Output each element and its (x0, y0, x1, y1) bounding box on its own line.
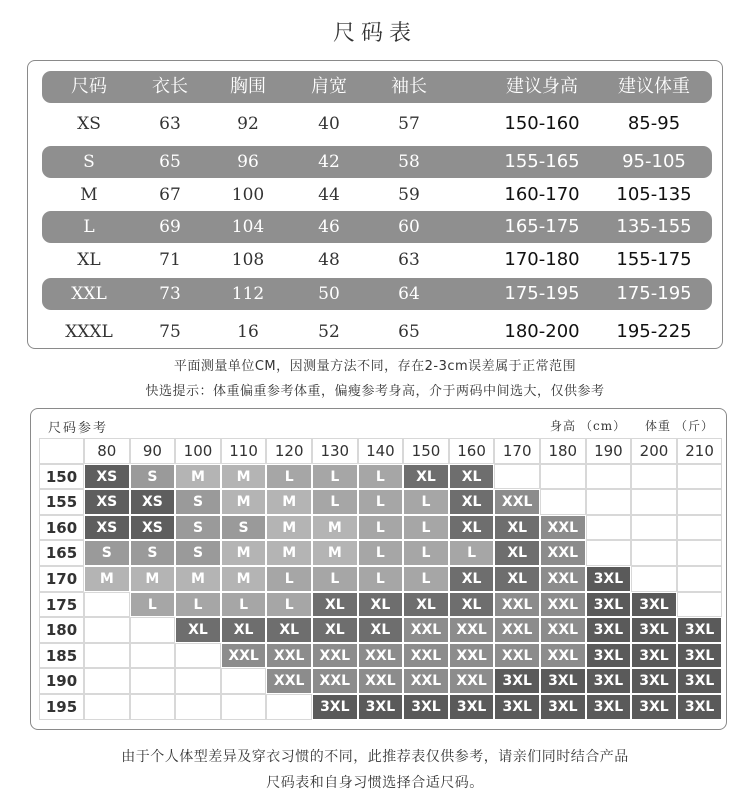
size-recommendation-cell: XXL (358, 668, 404, 694)
size-table-cell: 69 (159, 217, 181, 237)
size-table-cell: 100 (231, 185, 265, 205)
footer-line-1: 由于个人体型差异及穿衣习惯的不同，此推荐表仅供参考，请亲们同时结合产品 (121, 749, 629, 765)
size-table-cell: 58 (398, 152, 420, 172)
height-header-cell: 150 (39, 464, 84, 490)
size-recommendation-cell: 3XL (586, 668, 632, 694)
size-recommendation-cell: L (130, 592, 176, 618)
size-table-cell: 175-195 (504, 283, 580, 304)
size-table-cell: 65 (398, 322, 420, 342)
empty-grid-cell (175, 694, 221, 720)
size-table-cell: L (83, 217, 95, 237)
weight-header-cell: 110 (221, 438, 267, 464)
size-recommendation-cell: XL (449, 566, 495, 592)
size-table-cell: XXXL (65, 322, 113, 342)
size-recommendation-cell: 3XL (631, 617, 677, 643)
empty-grid-cell (677, 566, 723, 592)
size-recommendation-cell: 3XL (586, 617, 632, 643)
empty-grid-cell (221, 694, 267, 720)
size-recommendation-cell: 3XL (677, 668, 723, 694)
size-recommendation-cell: L (312, 489, 358, 515)
size-recommendation-cell: 3XL (586, 694, 632, 720)
size-table-cell: XS (77, 114, 101, 134)
size-recommendation-cell: 3XL (631, 592, 677, 618)
empty-grid-cell (84, 643, 130, 669)
size-table-cell: 165-175 (504, 216, 580, 237)
empty-grid-cell (494, 464, 540, 490)
size-recommendation-cell: XL (494, 566, 540, 592)
size-table-cell: 96 (237, 152, 259, 172)
size-recommendation-cell: L (449, 540, 495, 566)
size-recommendation-cell: XXL (449, 617, 495, 643)
size-recommendation-cell: L (403, 566, 449, 592)
size-table-cell: 195-225 (616, 321, 692, 342)
measurement-note: 平面测量单位CM，因测量方法不同，存在2-3cm误差属于正常范围 (173, 359, 577, 374)
size-recommendation-cell: XXL (540, 617, 586, 643)
weight-header-cell: 190 (586, 438, 632, 464)
empty-grid-cell (586, 515, 632, 541)
footer-line-2: 尺码表和自身习惯选择合适尺码。 (266, 775, 484, 791)
size-table-cell: 59 (398, 185, 420, 205)
size-recommendation-cell: XL (449, 592, 495, 618)
size-recommendation-cell: M (266, 515, 312, 541)
size-recommendation-cell: M (221, 489, 267, 515)
size-recommendation-cell: XXL (266, 668, 312, 694)
size-recommendation-cell: 3XL (358, 694, 404, 720)
weight-header-cell: 120 (266, 438, 312, 464)
size-recommendation-cell: L (312, 566, 358, 592)
empty-grid-cell (677, 489, 723, 515)
size-recommendation-cell: S (130, 464, 176, 490)
size-table-cell: 95-105 (622, 151, 686, 172)
size-recommendation-cell: XS (84, 515, 130, 541)
size-recommendation-cell: L (358, 515, 404, 541)
size-table-cell: 170-180 (504, 249, 580, 270)
size-recommendation-cell: L (403, 540, 449, 566)
size-recommendation-cell: L (221, 592, 267, 618)
empty-grid-cell (677, 592, 723, 618)
size-table-cell: 75 (159, 322, 181, 342)
size-recommendation-cell: 3XL (631, 643, 677, 669)
size-recommendation-cell: XL (312, 617, 358, 643)
size-table-header-cell: 建议身高 (506, 76, 578, 97)
weight-header-cell: 210 (677, 438, 723, 464)
size-recommendation-cell: L (403, 515, 449, 541)
empty-grid-cell (130, 694, 176, 720)
height-header-cell: 180 (39, 617, 84, 643)
size-recommendation-cell: 3XL (677, 643, 723, 669)
weight-header-cell: 90 (130, 438, 176, 464)
size-recommendation-cell: XXL (540, 592, 586, 618)
empty-grid-cell (631, 566, 677, 592)
size-recommendation-cell: XXL (540, 566, 586, 592)
size-table-cell: 135-155 (616, 216, 692, 237)
height-header-cell: 165 (39, 540, 84, 566)
size-recommendation-cell: 3XL (449, 694, 495, 720)
weight-header-cell: 100 (175, 438, 221, 464)
size-table-header-cell: 肩宽 (311, 76, 347, 97)
size-table-cell: 105-135 (616, 184, 692, 205)
size-recommendation-cell: L (358, 566, 404, 592)
size-table-row (42, 211, 712, 243)
size-recommendation-cell: XXL (494, 617, 540, 643)
size-recommendation-cell: XXL (449, 643, 495, 669)
size-table-header-cell: 衣长 (152, 76, 188, 97)
size-recommendation-cell: XXL (312, 643, 358, 669)
size-recommendation-cell: 3XL (631, 668, 677, 694)
size-recommendation-cell: 3XL (403, 694, 449, 720)
size-table-cell: 16 (237, 322, 259, 342)
size-table-cell: 60 (398, 217, 420, 237)
size-table-cell: 50 (318, 284, 340, 304)
size-table-cell: M (80, 185, 98, 205)
empty-grid-cell (631, 540, 677, 566)
size-recommendation-cell: XXL (312, 668, 358, 694)
size-recommendation-cell: M (221, 540, 267, 566)
size-recommendation-cell: XS (84, 489, 130, 515)
height-header-cell: 190 (39, 668, 84, 694)
size-table-cell: 112 (231, 284, 265, 304)
reference-title: 尺码参考 (48, 421, 109, 436)
size-recommendation-cell: M (175, 566, 221, 592)
size-table-header-cell: 建议体重 (618, 76, 690, 97)
size-recommendation-cell: S (175, 540, 221, 566)
size-recommendation-cell: L (266, 566, 312, 592)
size-table-cell: 108 (231, 250, 265, 270)
size-recommendation-cell: XL (266, 617, 312, 643)
weight-header-cell: 180 (540, 438, 586, 464)
size-recommendation-cell: XXL (266, 643, 312, 669)
weight-header-cell: 130 (312, 438, 358, 464)
size-reference-chart (30, 408, 727, 730)
size-table-cell: 42 (318, 152, 340, 172)
size-table-cell: 73 (159, 284, 181, 304)
empty-grid-cell (130, 668, 176, 694)
size-table-row (42, 316, 712, 348)
weight-header-cell: 200 (631, 438, 677, 464)
empty-grid-cell (586, 540, 632, 566)
size-recommendation-cell: L (358, 540, 404, 566)
size-table-cell: 155-175 (616, 249, 692, 270)
size-recommendation-cell: S (175, 515, 221, 541)
height-header-cell: 185 (39, 643, 84, 669)
size-recommendation-cell: 3XL (540, 694, 586, 720)
size-table-cell: 150-160 (504, 113, 580, 134)
empty-grid-cell (130, 643, 176, 669)
empty-grid-cell (631, 489, 677, 515)
size-table-cell: 44 (318, 185, 340, 205)
empty-grid-cell (221, 668, 267, 694)
size-table-cell: 40 (318, 114, 340, 134)
size-recommendation-cell: XS (84, 464, 130, 490)
size-recommendation-cell: M (312, 540, 358, 566)
height-header-cell: 170 (39, 566, 84, 592)
size-recommendation-cell: S (221, 515, 267, 541)
size-recommendation-cell: XXL (540, 515, 586, 541)
height-header-cell: 175 (39, 592, 84, 618)
size-table (27, 60, 723, 349)
height-unit: （cm） (580, 419, 627, 433)
empty-grid-cell (677, 540, 723, 566)
size-recommendation-cell: XL (494, 515, 540, 541)
size-table-cell: 46 (318, 217, 340, 237)
empty-grid-cell (84, 617, 130, 643)
empty-grid-cell (175, 643, 221, 669)
size-recommendation-cell: 3XL (586, 592, 632, 618)
weight-header-cell: 170 (494, 438, 540, 464)
size-table-cell: 63 (398, 250, 420, 270)
size-recommendation-cell: XL (175, 617, 221, 643)
size-recommendation-cell: XXL (540, 540, 586, 566)
height-label: 身高 (550, 419, 577, 433)
size-recommendation-cell: L (175, 592, 221, 618)
size-table-header-cell: 胸围 (230, 76, 266, 97)
size-recommendation-cell: XXL (540, 643, 586, 669)
size-table-cell: 67 (159, 185, 181, 205)
size-recommendation-cell: M (221, 566, 267, 592)
size-recommendation-cell: L (358, 464, 404, 490)
size-recommendation-cell: 3XL (586, 643, 632, 669)
size-table-cell: S (83, 152, 95, 172)
size-recommendation-cell: XL (221, 617, 267, 643)
reference-units (536, 417, 714, 434)
page-title: 尺码表 (332, 21, 417, 46)
empty-grid-cell (266, 694, 312, 720)
size-table-cell: 63 (159, 114, 181, 134)
empty-grid-cell (540, 489, 586, 515)
size-table-cell: 155-165 (504, 151, 580, 172)
size-recommendation-cell: XXL (494, 489, 540, 515)
height-header-cell: 160 (39, 515, 84, 541)
size-recommendation-cell: L (403, 489, 449, 515)
size-recommendation-cell: XXL (494, 643, 540, 669)
empty-grid-cell (586, 464, 632, 490)
size-table-cell: 160-170 (504, 184, 580, 205)
size-recommendation-cell: XL (494, 540, 540, 566)
size-table-row (42, 278, 712, 310)
height-header-cell: 155 (39, 489, 84, 515)
size-recommendation-cell: XXL (449, 668, 495, 694)
size-recommendation-cell: L (266, 464, 312, 490)
size-recommendation-cell: M (175, 464, 221, 490)
size-recommendation-cell: XXL (358, 643, 404, 669)
empty-grid-cell (84, 694, 130, 720)
size-table-cell: 85-95 (627, 113, 681, 134)
size-table-header-cell: 尺码 (71, 76, 107, 97)
size-recommendation-cell: XL (449, 489, 495, 515)
size-table-cell: 57 (398, 114, 420, 134)
size-recommendation-cell: XXL (221, 643, 267, 669)
size-recommendation-cell: S (175, 489, 221, 515)
size-table-cell: 104 (231, 217, 265, 237)
size-table-header (42, 71, 712, 103)
empty-grid-cell (631, 515, 677, 541)
size-recommendation-cell: XXL (403, 668, 449, 694)
size-recommendation-cell: XL (403, 464, 449, 490)
size-table-row (42, 146, 712, 178)
size-recommendation-cell: 3XL (494, 668, 540, 694)
empty-grid-cell (631, 464, 677, 490)
size-recommendation-cell: L (312, 464, 358, 490)
weight-header-cell: 140 (358, 438, 404, 464)
size-recommendation-cell: XXL (403, 617, 449, 643)
size-recommendation-cell: M (221, 464, 267, 490)
size-recommendation-cell: XL (358, 617, 404, 643)
empty-grid-cell (84, 668, 130, 694)
size-table-cell: 48 (318, 250, 340, 270)
empty-grid-cell (175, 668, 221, 694)
size-recommendation-cell: 3XL (631, 694, 677, 720)
size-recommendation-cell: XS (130, 489, 176, 515)
empty-grid-cell (677, 464, 723, 490)
size-recommendation-cell: XL (403, 592, 449, 618)
size-table-header-cell: 袖长 (391, 76, 427, 97)
size-recommendation-cell: M (312, 515, 358, 541)
size-recommendation-cell: L (266, 592, 312, 618)
size-recommendation-cell: 3XL (312, 694, 358, 720)
weight-header-cell: 160 (449, 438, 495, 464)
empty-grid-cell (84, 592, 130, 618)
empty-grid-cell (677, 515, 723, 541)
quick-select-tip: 快选提示：体重偏重参考体重，偏瘦参考身高，介于两码中间选大，仅供参考 (145, 384, 605, 399)
size-table-row (42, 108, 712, 140)
size-table-cell: 64 (398, 284, 420, 304)
size-recommendation-cell: 3XL (586, 566, 632, 592)
size-recommendation-cell: XL (449, 464, 495, 490)
weight-label: 体重 (644, 419, 671, 433)
size-table-row (42, 244, 712, 276)
size-recommendation-cell: M (266, 540, 312, 566)
size-table-cell: 52 (318, 322, 340, 342)
size-recommendation-cell: 3XL (677, 617, 723, 643)
size-recommendation-cell: XXL (403, 643, 449, 669)
weight-header-cell: 80 (84, 438, 130, 464)
size-recommendation-cell: XL (358, 592, 404, 618)
size-table-cell: XL (77, 250, 101, 270)
size-recommendation-cell: XXL (494, 592, 540, 618)
size-recommendation-cell: XS (130, 515, 176, 541)
size-recommendation-cell: 3XL (494, 694, 540, 720)
size-recommendation-cell: 3XL (540, 668, 586, 694)
size-recommendation-cell: S (130, 540, 176, 566)
weight-unit: （斤） (674, 419, 714, 433)
size-table-cell: XXL (71, 284, 107, 304)
size-recommendation-cell: XL (312, 592, 358, 618)
height-header-cell: 195 (39, 694, 84, 720)
size-table-row (42, 179, 712, 211)
grid-corner-cell (39, 438, 84, 464)
size-recommendation-cell: XL (449, 515, 495, 541)
size-recommendation-cell: M (84, 566, 130, 592)
size-recommendation-cell: M (130, 566, 176, 592)
size-table-cell: 71 (159, 250, 181, 270)
empty-grid-cell (586, 489, 632, 515)
size-recommendation-cell: L (358, 489, 404, 515)
size-table-cell: 65 (159, 152, 181, 172)
empty-grid-cell (130, 617, 176, 643)
size-table-cell: 175-195 (616, 283, 692, 304)
weight-header-cell: 150 (403, 438, 449, 464)
size-table-cell: 92 (237, 114, 259, 134)
empty-grid-cell (540, 464, 586, 490)
size-recommendation-cell: S (84, 540, 130, 566)
size-recommendation-cell: 3XL (677, 694, 723, 720)
size-table-cell: 180-200 (504, 321, 580, 342)
size-recommendation-cell: M (266, 489, 312, 515)
